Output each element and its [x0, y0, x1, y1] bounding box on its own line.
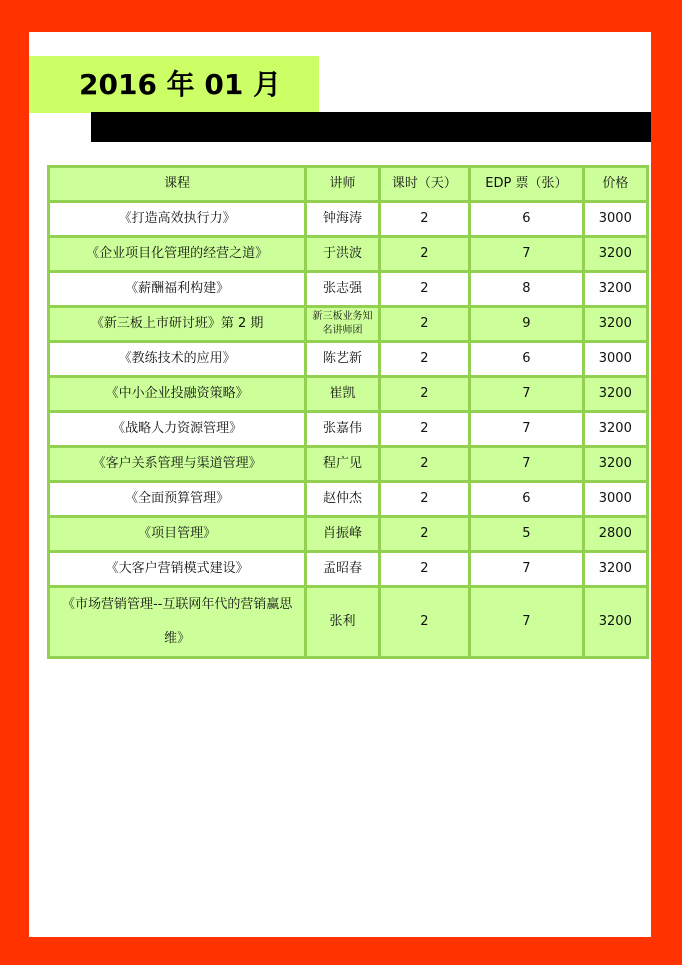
- table-row: [49, 237, 648, 272]
- lecturer-cell: 张利: [306, 587, 379, 658]
- course-cell: 《项目管理》: [49, 517, 306, 552]
- table-header-row: [49, 167, 648, 202]
- duration-cell: 2: [379, 342, 469, 377]
- duration-cell: 2: [379, 482, 469, 517]
- lecturer-cell: 肖振峰: [306, 517, 379, 552]
- edp-cell: 7: [470, 552, 584, 587]
- column-header-duration: 课时（天）: [379, 167, 469, 202]
- page: [29, 32, 651, 937]
- duration-cell: 2: [379, 517, 469, 552]
- lecturer-cell: 于洪波: [306, 237, 379, 272]
- edp-cell: 8: [470, 272, 584, 307]
- edp-cell: 7: [470, 447, 584, 482]
- course-cell: 《全面预算管理》: [49, 482, 306, 517]
- duration-cell: 2: [379, 272, 469, 307]
- table-row: [49, 202, 648, 237]
- table-row: [49, 552, 648, 587]
- edp-cell: 5: [470, 517, 584, 552]
- duration-cell: 2: [379, 237, 469, 272]
- column-header-price: 价格: [583, 167, 647, 202]
- table-row: [49, 447, 648, 482]
- table-row: [49, 272, 648, 307]
- edp-cell: 7: [470, 412, 584, 447]
- table-row: [49, 587, 648, 658]
- lecturer-cell: 孟昭春: [306, 552, 379, 587]
- column-header-course: 课程: [49, 167, 306, 202]
- duration-cell: 2: [379, 307, 469, 342]
- price-cell: 3200: [583, 412, 647, 447]
- course-cell: 《教练技术的应用》: [49, 342, 306, 377]
- table-row: [49, 377, 648, 412]
- table-row: [49, 342, 648, 377]
- lecturer-cell: 新三板业务知名讲师团: [306, 307, 379, 342]
- column-header-lecturer: 讲师: [306, 167, 379, 202]
- lecturer-cell: 赵仲杰: [306, 482, 379, 517]
- edp-cell: 7: [470, 587, 584, 658]
- table-row: [49, 517, 648, 552]
- duration-cell: 2: [379, 412, 469, 447]
- lecturer-cell: 张志强: [306, 272, 379, 307]
- column-header-edp-tickets: EDP 票（张）: [470, 167, 584, 202]
- price-cell: 3200: [583, 237, 647, 272]
- price-cell: 3200: [583, 377, 647, 412]
- edp-cell: 6: [470, 342, 584, 377]
- title-banner: [29, 56, 319, 113]
- price-cell: 2800: [583, 517, 647, 552]
- course-cell: 《中小企业投融资策略》: [49, 377, 306, 412]
- header-divider-bar: [91, 112, 651, 142]
- course-cell: 《打造高效执行力》: [49, 202, 306, 237]
- table-row: [49, 482, 648, 517]
- course-cell: 《薪酬福利构建》: [49, 272, 306, 307]
- edp-cell: 7: [470, 377, 584, 412]
- duration-cell: 2: [379, 447, 469, 482]
- lecturer-cell: 程广见: [306, 447, 379, 482]
- lecturer-cell: 张嘉伟: [306, 412, 379, 447]
- page-title: 2016 年 01 月: [79, 68, 282, 101]
- lecturer-cell: 崔凯: [306, 377, 379, 412]
- price-cell: 3200: [583, 307, 647, 342]
- price-cell: 3200: [583, 587, 647, 658]
- course-schedule-table: [47, 165, 649, 659]
- duration-cell: 2: [379, 202, 469, 237]
- edp-cell: 6: [470, 482, 584, 517]
- course-cell: 《市场营销管理--互联网年代的营销赢思维》: [49, 587, 306, 658]
- price-cell: 3000: [583, 342, 647, 377]
- course-cell: 《大客户营销模式建设》: [49, 552, 306, 587]
- duration-cell: 2: [379, 377, 469, 412]
- duration-cell: 2: [379, 587, 469, 658]
- price-cell: 3200: [583, 272, 647, 307]
- table-row: [49, 307, 648, 342]
- edp-cell: 7: [470, 237, 584, 272]
- course-cell: 《客户关系管理与渠道管理》: [49, 447, 306, 482]
- price-cell: 3000: [583, 202, 647, 237]
- table-row: [49, 412, 648, 447]
- course-cell: 《企业项目化管理的经营之道》: [49, 237, 306, 272]
- lecturer-cell: 钟海涛: [306, 202, 379, 237]
- price-cell: 3200: [583, 447, 647, 482]
- lecturer-cell: 陈艺新: [306, 342, 379, 377]
- edp-cell: 9: [470, 307, 584, 342]
- duration-cell: 2: [379, 552, 469, 587]
- edp-cell: 6: [470, 202, 584, 237]
- price-cell: 3200: [583, 552, 647, 587]
- course-cell: 《战略人力资源管理》: [49, 412, 306, 447]
- price-cell: 3000: [583, 482, 647, 517]
- course-cell: 《新三板上市研讨班》第 2 期: [49, 307, 306, 342]
